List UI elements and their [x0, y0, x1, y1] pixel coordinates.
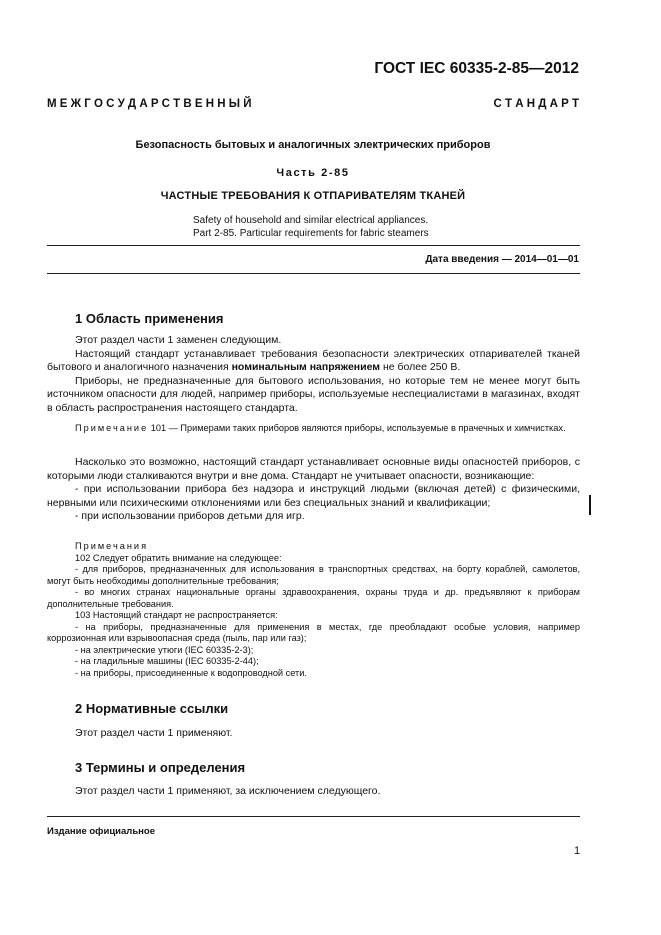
section-1-heading: 1 Область применения: [75, 311, 224, 326]
banner-word-interstate: М Е Ж Г О С У Д А Р С Т В Е Н Н Ы Й: [47, 98, 252, 110]
note: [47, 423, 580, 435]
note-label: Примечание: [75, 423, 149, 433]
paragraph: Этот раздел части 1 применяют, за исключением следующего.: [75, 785, 381, 797]
english-title-line-1: Safety of household and similar electrical appliances.: [193, 215, 429, 226]
notes-102-103: [47, 541, 580, 679]
paragraph: [47, 348, 580, 375]
document-number: ГОСТ IEC 60335-2-85—2012: [374, 60, 579, 77]
note-item: - во многих странах национальные органы здравоохранения, охраны труда и др. предъявляют к приборам дополнительные требования.: [47, 587, 580, 609]
section-2-body: [47, 727, 580, 741]
note-item: - для приборов, предназначенных для использования в транспортных средствах, на борту кораблей, самолетов, могут быть необходимы дополнительные требования;: [47, 564, 580, 586]
paragraph: Насколько это возможно, настоящий стандарт устанавливает основные виды опасностей приборов, с которыми люди сталкиваются внутри и вне дома. Стандарт не учитывает опасности, возникающие:: [47, 456, 580, 482]
page-number: 1: [574, 845, 581, 857]
term-rated-voltage: номинальным напряжением: [231, 361, 381, 373]
banner-word-standard: С Т А Н Д А Р Т: [493, 98, 579, 110]
note-item: - на приборы, предназначенные для применения в местах, где преобладают особые условия, например коррозионная или взрывоопасная среда (пыль, пар или газ);: [47, 621, 580, 643]
introduction-date: Дата введения — 2014—01—01: [425, 254, 579, 265]
paragraph-text: Настоящий стандарт устанавливает требования безопасности электрических отпаривателей тканей бытового и аналогичного назначения: [47, 347, 580, 373]
note-item: - на электрические утюги (IEC 60335-2-3);: [75, 644, 254, 655]
list-item: - при использовании прибора без надзора и инструкций людьми (включая детей) с физическими, нервными или психическими отклонениями или без специальных знаний и квалификации;: [47, 483, 580, 509]
interstate-standard-banner: [47, 98, 579, 110]
section-1-intro: [47, 334, 580, 415]
note-101: [47, 423, 580, 435]
english-title-line-2: Part 2-85. Particular requirements for fabric steamers: [193, 228, 429, 239]
section-2-heading: 2 Нормативные ссылки: [75, 701, 229, 716]
paragraph: Этот раздел части 1 заменен следующим.: [75, 334, 282, 346]
section-1-hazards: [47, 456, 580, 524]
english-title: [193, 214, 429, 240]
note: 102 Следует обратить внимание на следующее:: [75, 552, 282, 563]
footer-divider: [47, 816, 580, 817]
part-number: Часть 2-85: [276, 167, 350, 179]
paragraph: Приборы, не предназначенные для бытового использования, но которые тем не менее могут быть источником опасности для людей, например приборы, используемые неспециалистами в магазинах, входят в область распространения настоящего стандарта.: [47, 374, 580, 414]
section-3-body: [47, 785, 580, 799]
notes-label: [47, 541, 580, 553]
list-item: - при использовании приборов детьми для игр.: [75, 510, 305, 522]
note-item: - на приборы, присоединенные к водопроводной сети.: [75, 667, 307, 678]
note: 103 Настоящий стандарт не распространяется:: [75, 610, 278, 620]
divider-bottom: [47, 273, 580, 274]
note-text: 101 — Примерами таких приборов являются приборы, используемые в прачечных и химчистках.: [148, 423, 566, 433]
part-title: ЧАСТНЫЕ ТРЕБОВАНИЯ К ОТПАРИВАТЕЛЯМ ТКАНЕЙ: [160, 190, 466, 202]
official-edition-label: Издание официальное: [47, 826, 155, 837]
change-marker: [589, 495, 591, 515]
paragraph-text: не более 250 В.: [380, 361, 461, 373]
standard-title: Безопасность бытовых и аналогичных электрических приборов: [135, 139, 491, 151]
notes-label-text: Примечания: [75, 541, 149, 551]
note-item: - на гладильные машины (IEC 60335-2-44);: [75, 656, 259, 666]
section-3-heading: 3 Термины и определения: [75, 760, 246, 775]
paragraph: Этот раздел части 1 применяют.: [75, 727, 233, 739]
divider-top: [47, 245, 580, 246]
